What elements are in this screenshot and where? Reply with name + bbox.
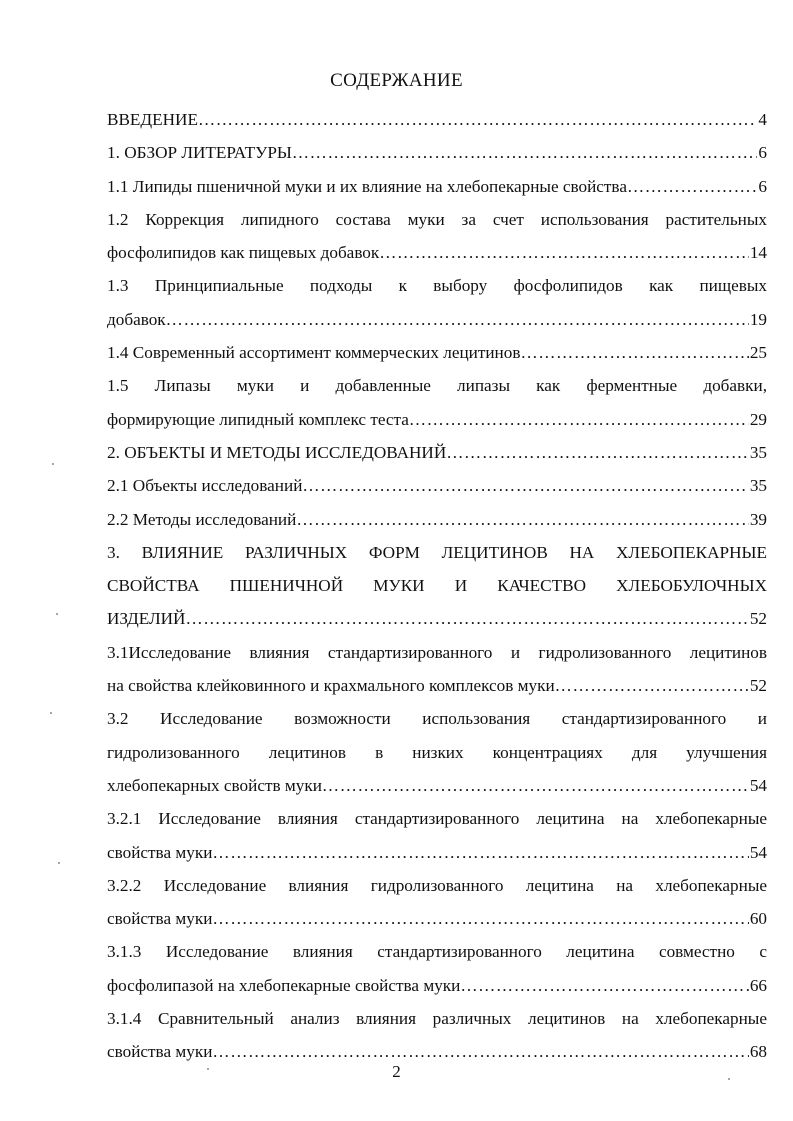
dot-leader xyxy=(212,836,748,869)
toc-entry-line: 3.1.4 Сравнительный анализ влияния различных лецитинов на хлебопекарные xyxy=(107,1009,767,1029)
toc-entry-line: 3.2 Исследование возможности использования стандартизированного и xyxy=(107,709,767,729)
toc-entry-title: ВВЕДЕНИЕ xyxy=(107,110,198,129)
scan-speck xyxy=(50,712,52,714)
toc-entry-title: добавок xyxy=(107,309,166,329)
toc-entry-title: 2.1 Объекты исследований xyxy=(107,476,303,496)
page-number: 2 xyxy=(392,1062,401,1081)
toc-entry-page: 35 xyxy=(749,476,767,496)
scan-speck xyxy=(728,1078,730,1080)
scan-speck xyxy=(56,613,58,615)
toc-entry-leader-line xyxy=(107,503,767,536)
table-of-contents xyxy=(107,103,767,1069)
toc-entry xyxy=(107,636,767,703)
toc-entry xyxy=(107,1002,767,1069)
toc-entry xyxy=(107,702,767,802)
toc-entry-leader-line xyxy=(107,136,767,169)
dot-leader xyxy=(296,503,748,536)
toc-entry xyxy=(107,136,767,169)
toc-entry-leader-line xyxy=(107,170,767,203)
toc-entry-leader-line xyxy=(107,769,767,802)
toc-entry-page: 29 xyxy=(749,409,767,429)
toc-entry xyxy=(107,869,767,936)
toc-entry-page: 39 xyxy=(749,509,767,529)
toc-entry-page: 6 xyxy=(758,143,767,163)
toc-entry xyxy=(107,369,767,436)
toc-entry xyxy=(107,536,767,636)
toc-entry-page: 68 xyxy=(749,1042,767,1062)
toc-entry-line: СВОЙСТВА ПШЕНИЧНОЙ МУКИ И КАЧЕСТВО ХЛЕБОБУЛОЧНЫХ xyxy=(107,576,767,596)
toc-entry-title: свойства муки xyxy=(107,842,213,862)
toc-entry-title: фосфолипидов как пищевых добавок xyxy=(107,243,380,263)
dot-leader xyxy=(322,769,749,802)
toc-entry-leader-line xyxy=(107,236,767,269)
toc-entry xyxy=(107,269,767,336)
toc-entry xyxy=(107,436,767,469)
toc-entry-line: 1.5 Липазы муки и добавленные липазы как ферментные добавки, xyxy=(107,376,767,396)
toc-entry-page: 19 xyxy=(749,309,767,329)
toc-entry-title: 1.4 Современный ассортимент коммерческих лецитинов xyxy=(107,343,521,363)
toc-entry-leader-line xyxy=(107,336,767,369)
toc-entry-page: 54 xyxy=(749,775,767,795)
toc-entry-title: 1. ОБЗОР ЛИТЕРАТУРЫ xyxy=(107,143,292,163)
toc-entry-line: 1.3 Принципиальные подходы к выбору фосфолипидов как пищевых xyxy=(107,276,767,296)
toc-entry xyxy=(107,469,767,502)
toc-entry-line: 3.1Исследование влияния стандартизированного и гидролизованного лецитинов xyxy=(107,642,767,662)
dot-leader xyxy=(302,469,748,502)
toc-entry-title: фосфолипазой на хлебопекарные свойства муки xyxy=(107,975,461,995)
toc-entry-line: 3.2.2 Исследование влияния гидролизованного лецитина на хлебопекарные xyxy=(107,875,767,895)
toc-entry-leader-line xyxy=(107,602,767,635)
toc-entry-line: 3.1.3 Исследование влияния стандартизированного лецитина совместно с xyxy=(107,942,767,962)
toc-entry-title: на свойства клейковинного и крахмального комплексов муки xyxy=(107,676,555,696)
dot-leader xyxy=(379,236,749,269)
scan-speck xyxy=(52,463,54,465)
dot-leader xyxy=(446,436,749,469)
dot-leader xyxy=(292,136,758,169)
toc-entry xyxy=(107,203,767,270)
toc-entry-line: 1.2 Коррекция липидного состава муки за счет использования растительных xyxy=(107,209,767,229)
toc-title: СОДЕРЖАНИЕ xyxy=(330,70,463,91)
toc-entry-line: 3. ВЛИЯНИЕ РАЗЛИЧНЫХ ФОРМ ЛЕЦИТИНОВ НА ХЛЕБОПЕКАРНЫЕ xyxy=(107,542,767,562)
scan-speck xyxy=(58,862,60,864)
toc-entry-page: 60 xyxy=(749,909,767,929)
toc-entry-title: свойства муки xyxy=(107,909,213,929)
toc-entry-leader-line xyxy=(107,669,767,702)
toc-entry-leader-line xyxy=(107,836,767,869)
toc-entry-leader-line xyxy=(107,303,767,336)
toc-entry-title: 1.1 Липиды пшеничной муки и их влияние на хлебопекарные свойства xyxy=(107,176,627,196)
toc-entry-title: ИЗДЕЛИЙ xyxy=(107,609,186,629)
toc-entry-leader-line xyxy=(107,436,767,469)
toc-entry xyxy=(107,935,767,1002)
toc-entry-leader-line xyxy=(107,969,767,1002)
toc-entry xyxy=(107,503,767,536)
toc-entry-leader-line xyxy=(107,469,767,502)
toc-entry-page: 35 xyxy=(749,442,767,462)
toc-entry-title: свойства муки xyxy=(107,1042,213,1062)
toc-entry-page: 54 xyxy=(749,842,767,862)
dot-leader xyxy=(555,669,749,702)
scan-speck xyxy=(207,1068,209,1070)
toc-entry-page: 6 xyxy=(758,176,767,196)
toc-entry-title: хлебопекарных свойств муки xyxy=(107,775,322,795)
toc-entry-page: 52 xyxy=(749,609,767,629)
toc-entry-page: 25 xyxy=(749,343,767,363)
toc-entry-page: 14 xyxy=(749,243,767,263)
dot-leader xyxy=(460,969,748,1002)
toc-entry-leader-line xyxy=(107,103,767,136)
dot-leader xyxy=(212,902,748,935)
dot-leader xyxy=(198,103,757,136)
toc-entry-page: 4 xyxy=(758,110,767,129)
toc-entry-title: 2.2 Методы исследований xyxy=(107,509,297,529)
toc-entry-title: 2. ОБЪЕКТЫ И МЕТОДЫ ИССЛЕДОВАНИЙ xyxy=(107,442,447,462)
dot-leader xyxy=(409,403,749,436)
toc-entry-leader-line xyxy=(107,902,767,935)
toc-entry xyxy=(107,103,767,136)
toc-entry-leader-line xyxy=(107,403,767,436)
toc-entry-page: 52 xyxy=(749,676,767,696)
toc-entry-title: формирующие липидный комплекс теста xyxy=(107,409,409,429)
toc-entry xyxy=(107,170,767,203)
toc-entry-page: 66 xyxy=(749,975,767,995)
dot-leader xyxy=(520,336,748,369)
dot-leader xyxy=(627,170,757,203)
dot-leader xyxy=(166,303,749,336)
toc-entry-line: 3.2.1 Исследование влияния стандартизированного лецитина на хлебопекарные xyxy=(107,809,767,829)
toc-entry xyxy=(107,802,767,869)
dot-leader xyxy=(185,602,748,635)
toc-entry xyxy=(107,336,767,369)
toc-entry-line: гидролизованного лецитинов в низких концентрациях для улучшения xyxy=(107,742,767,762)
